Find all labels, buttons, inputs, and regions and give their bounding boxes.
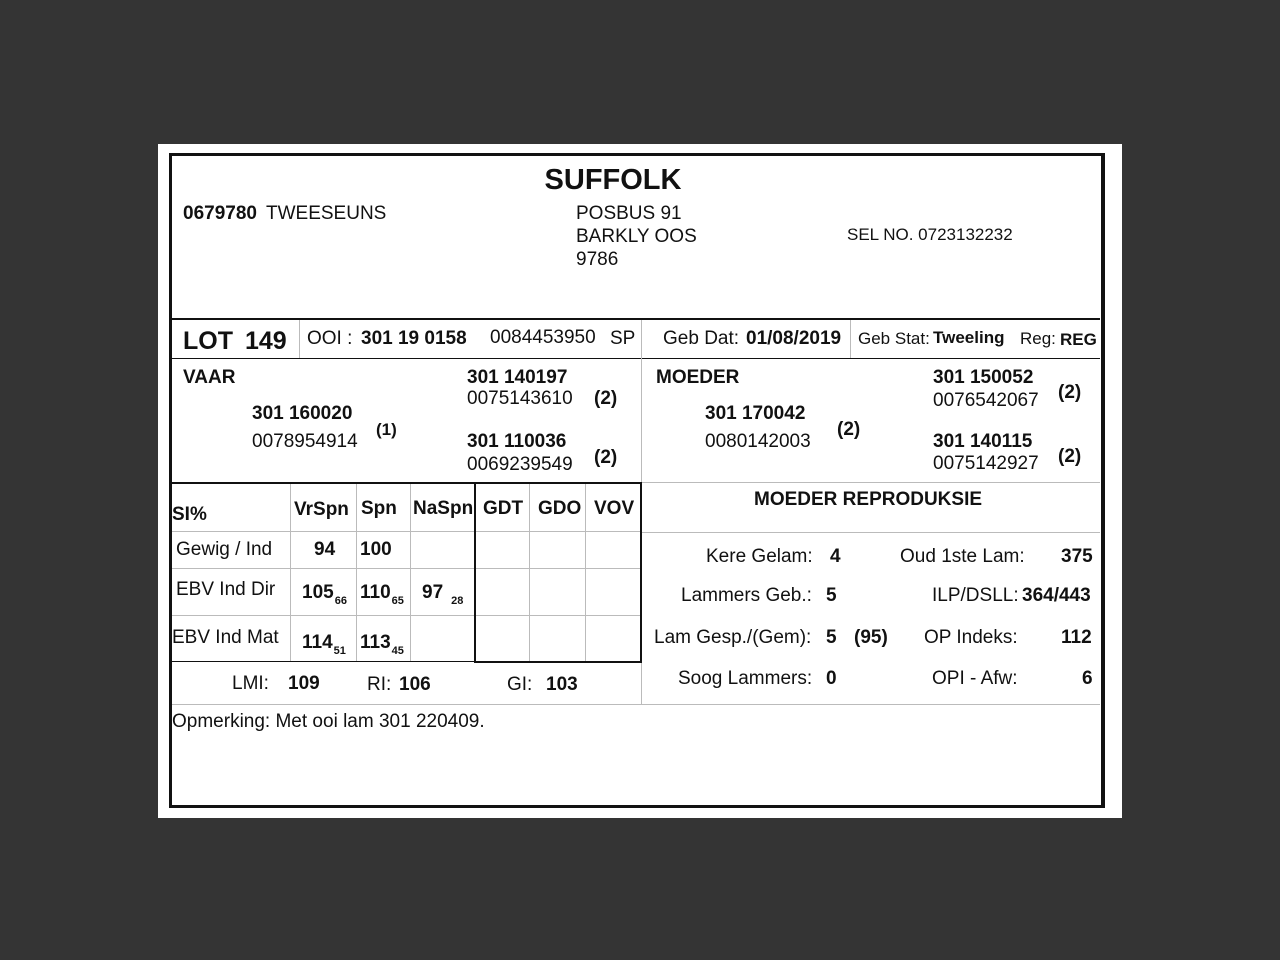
moeder-label: MOEDER [656,367,740,388]
si-grid-line [356,484,357,662]
moeder-dam-reg: 0075142927 [933,453,1039,474]
address-line1: POSBUS 91 [576,203,682,224]
si-cell-spn: 100 [360,539,392,560]
divider-lot-ooi [299,320,300,358]
si-gdt-box-bottom [474,661,642,663]
geb-stat-label: Geb Stat: [858,329,930,348]
si-cell-spn: $113_{45}$ [360,632,404,657]
breed-title: SUFFOLK [544,164,682,196]
vaar-sire-count: (2) [594,388,618,409]
lam-gesp-gem-value: (95) [854,627,888,648]
si-cell-accuracy: 45 [391,645,404,657]
vaar-reg: 0078954914 [252,431,358,452]
si-cell-accuracy: 66 [334,595,347,607]
card-border [169,153,1105,808]
lam-gesp-label: Lam Gesp./(Gem): [654,627,812,648]
divider-remark [172,704,1100,705]
si-cell-spn: $110_{65}$ [360,582,404,607]
si-header-gdt: GDT [483,498,524,519]
remark-text: Opmerking: Met ooi lam 301 220409. [172,711,485,732]
geb-dat: 01/08/2019 [746,328,842,349]
vaar-dam-reg: 0069239549 [467,454,573,475]
si-cell-vrspn: $105_{66}$ [302,582,347,607]
gi-label: GI: [507,674,533,695]
si-row-label: EBV Ind Mat [172,627,279,648]
repro-title: MOEDER REPRODUKSIE [754,489,983,510]
si-gdt-box-right [640,484,642,663]
lmi-label: LMI: [232,673,269,694]
si-grid-line [172,568,640,569]
vaar-dam-count: (2) [594,447,618,468]
ooi-suffix: SP [610,328,636,349]
si-cell-vrspn: $114_{51}$ [302,632,346,657]
moeder-dam-count: (2) [1058,446,1082,467]
oud-1ste-lam-value: 375 [1061,546,1093,567]
kere-gelam-value: 4 [830,546,841,567]
phone-number: SEL NO. 0723132232 [847,225,1013,244]
si-grid-line [585,484,586,662]
si-row-label: EBV Ind Dir [176,579,276,600]
address-line2: BARKLY OOS [576,226,697,247]
vaar-sire-id: 301 140197 [467,367,568,388]
si-cell-accuracy: 65 [391,595,404,607]
ilp-dsll-label: ILP/DSLL: [932,585,1019,606]
lammers-geb-label: Lammers Geb.: [681,585,812,606]
si-grid-line [172,615,640,616]
divider-pedigree-left [172,482,642,484]
si-cell-naspn: 97 $_{28}$ [422,582,464,607]
lot-number: 149 [245,327,287,355]
ooi-label: OOI : [307,328,353,349]
moeder-id: 301 170042 [705,403,806,424]
moeder-count: (2) [837,419,861,440]
ri-label: RI: [367,674,392,695]
vaar-sire-reg: 0075143610 [467,388,573,409]
si-grid-line [172,531,640,532]
op-indeks-value: 112 [1061,627,1092,648]
repro-title-line [642,532,1100,533]
si-cell-vrspn: 94 [314,539,336,560]
ilp-dsll-value: 364/443 [1022,585,1091,606]
moeder-sire-count: (2) [1058,382,1082,403]
oud-1ste-lam-label: Oud 1ste Lam: [900,546,1025,567]
si-header-vrspn: VrSpn [294,499,349,520]
divider-lot [172,358,1100,359]
moeder-reg: 0080142003 [705,431,811,452]
vaar-label: VAAR [183,367,236,388]
si-grid-line [290,484,291,662]
lam-gesp-value: 5 [826,627,837,648]
lmi-value: 109 [288,673,320,694]
divider-pedigree-right [642,482,1100,483]
si-header-vov: VOV [594,498,635,519]
geb-stat: Tweeling [933,328,1005,347]
address-line3: 9786 [576,249,619,270]
ooi-id: 301 19 0158 [361,328,467,349]
divider-geb [850,320,851,358]
soog-lammers-value: 0 [826,668,837,689]
gi-value: 103 [546,674,578,695]
reg-status: REG [1060,330,1097,349]
si-gdt-box-left [474,484,476,663]
divider-header [172,318,1100,320]
lammers-geb-value: 5 [826,585,837,606]
ooi-reg: 0084453950 [490,327,596,348]
reg-label: Reg: [1020,329,1056,348]
si-header-spn: Spn [361,498,397,519]
ri-value: 106 [399,674,431,695]
si-cell-accuracy: 51 [333,645,346,657]
si-grid-line [529,484,530,662]
lot-label: LOT [183,327,233,355]
si-grid-line [410,484,411,662]
moeder-sire-id: 301 150052 [933,367,1034,388]
geb-dat-label: Geb Dat: [663,328,740,349]
si-header-gdo: GDO [538,498,582,519]
breeder-number: 0679780 [183,203,257,224]
opi-afw-label: OPI - Afw: [932,668,1018,689]
si-cell-accuracy: 28 [451,595,464,607]
breeder-name: TWEESEUNS [266,203,387,224]
si-header-naspn: NaSpn [413,498,474,519]
opi-afw-value: 6 [1082,668,1093,689]
vaar-dam-id: 301 110036 [467,431,567,452]
soog-lammers-label: Soog Lammers: [678,668,813,689]
vaar-count: (1) [376,420,397,439]
kere-gelam-label: Kere Gelam: [706,546,813,567]
si-row-label: Gewig / Ind [176,539,273,560]
moeder-sire-reg: 0076542067 [933,390,1039,411]
si-header-si: SI% [172,504,207,525]
op-indeks-label: OP Indeks: [924,627,1018,648]
vaar-id: 301 160020 [252,403,353,424]
moeder-dam-id: 301 140115 [933,431,1033,452]
si-table-bottom [172,661,476,662]
